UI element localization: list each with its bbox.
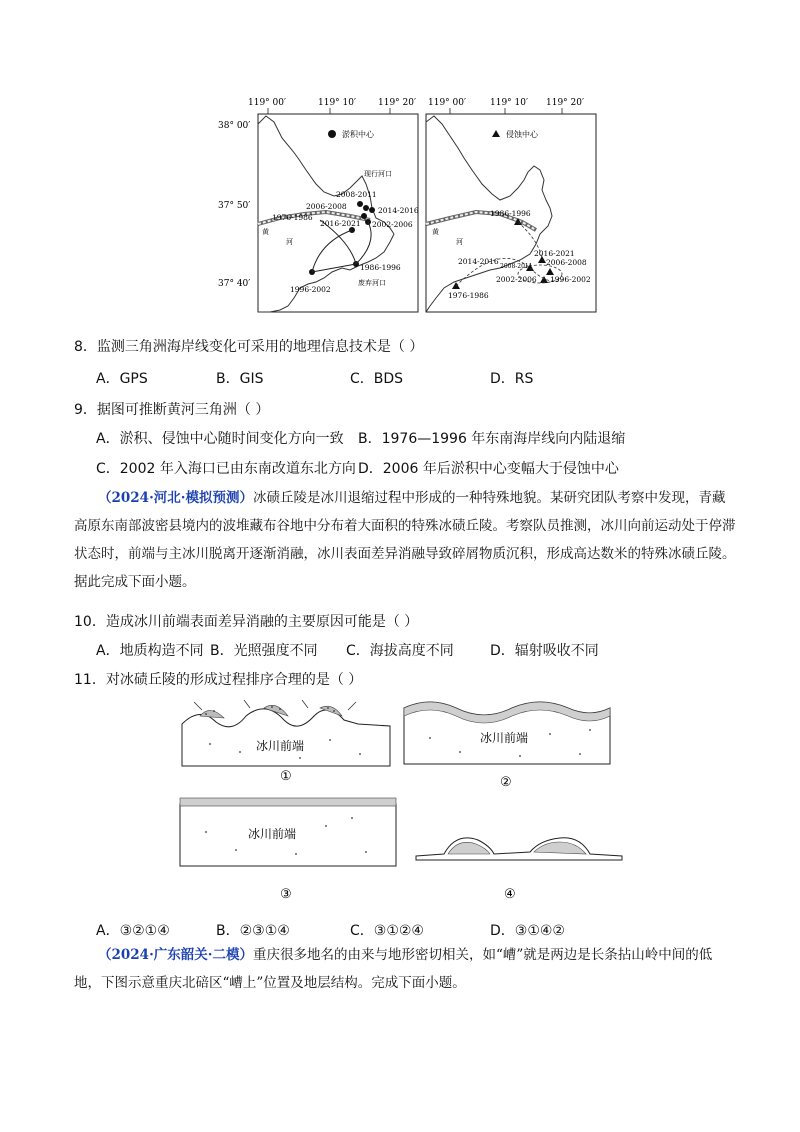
q8-option-d[interactable]: D．RS <box>490 371 534 387</box>
passage-source: （2024·广东韶关·二模） <box>98 947 253 963</box>
glacier-front-label: 冰川前端 <box>480 731 529 745</box>
year-label: 2016-2021 <box>320 219 361 228</box>
figure-number: ④ <box>504 887 516 902</box>
figure-number: ① <box>280 769 292 784</box>
legend-deposition: 淤积中心 <box>342 130 374 139</box>
year-label: 1986-1996 <box>490 209 531 218</box>
passage-text: 重庆很多地名的由来与地形密切相关，如“嶆”就是两边是长条拈山岭中间的低地，下图示意重庆北碚区“嶆上”位置及地层结构。完成下面小题。 <box>74 947 713 991</box>
right-map-erosion <box>426 114 596 312</box>
glacier-front-label: 冰川前端 <box>256 739 305 753</box>
glacier-diagram-1 <box>180 694 400 784</box>
question-11-stem: 11．对冰碛丘陵的形成过程排序合理的是（ ） <box>74 672 363 688</box>
river-char: 黄 <box>432 228 439 236</box>
year-label: 1986-1996 <box>360 263 401 272</box>
year-label: 1976-1986 <box>272 213 313 222</box>
year-label: 2006-2008 <box>546 258 587 267</box>
q11-option-a[interactable]: A．③②①④ <box>96 923 170 939</box>
q9-option-d[interactable]: D．2006 年后淤积中心变幅大于侵蚀中心 <box>358 461 619 477</box>
glacier-diagram-3 <box>176 792 406 912</box>
passage-source: （2024·河北·模拟预测） <box>98 490 253 506</box>
lon-label: 119° 00′ <box>248 98 287 108</box>
year-label: 2006-2008 <box>306 202 347 211</box>
river-char: 河 <box>456 238 463 246</box>
old-mouth-label: 废弃河口 <box>358 279 386 287</box>
year-label: 2016-2021 <box>534 249 575 258</box>
year-label: 2002-2006 <box>496 275 537 284</box>
legend-erosion: 侵蚀中心 <box>506 130 538 139</box>
figure-number: ② <box>500 775 512 790</box>
year-label: 2008-2011 <box>500 263 533 270</box>
passage-text: 冰碛丘陵是冰川退缩过程中形成的一种特殊地貌。某研究团队考察中发现，青藏高原东南部波密县境内的波堆藏布谷地中分布着大面积的特殊冰碛丘陵。考察队员推测，冰川向前运动处于停滞状态时，前端与主冰川脱离开逐渐消融，冰川表面差异消融导致碎屑物质沉积，形成高达数米的特殊冰碛丘陵。据此完成下面小题。 <box>74 490 736 590</box>
q10-option-a[interactable]: A．地质构造不同 <box>96 643 204 659</box>
question-9-stem: 9．据图可推断黄河三角洲（ ） <box>74 402 270 418</box>
lon-label: 119° 00′ <box>428 98 467 108</box>
lat-label: 37° 40′ <box>218 279 251 289</box>
q10-option-c[interactable]: C．海拔高度不同 <box>346 643 454 659</box>
glacier-diagram-4 <box>410 826 630 906</box>
q8-option-b[interactable]: B．GIS <box>216 371 264 387</box>
year-label: 1996-2002 <box>290 285 331 294</box>
lon-label: 119° 20′ <box>378 98 417 108</box>
q9-option-b[interactable]: B．1976—1996 年东南海岸线向内陆退缩 <box>358 431 626 447</box>
q8-option-a[interactable]: A．GPS <box>96 371 148 387</box>
lon-label: 119° 20′ <box>546 98 585 108</box>
q11-option-b[interactable]: B．②③①④ <box>216 923 290 939</box>
glacier-diagram-2 <box>400 694 616 794</box>
question-8-stem: 8．监测三角洲海岸线变化可采用的地理信息技术是（ ） <box>74 339 424 355</box>
q10-option-d[interactable]: D．辐射吸收不同 <box>490 643 599 659</box>
q9-option-a[interactable]: A．淤积、侵蚀中心随时间变化方向一致 <box>96 431 344 447</box>
q9-option-c[interactable]: C．2002 年入海口已由东南改道东北方向 <box>96 461 356 477</box>
year-label: 2008-2011 <box>336 190 377 199</box>
year-label: 2002-2006 <box>372 220 413 229</box>
question-10-stem: 10．造成冰川前端表面差异消融的主要原因可能是（ ） <box>74 614 419 630</box>
current-mouth-label: 现行河口 <box>364 170 392 178</box>
yellow-river-delta-maps <box>200 92 610 317</box>
lat-label: 37° 50′ <box>218 201 251 211</box>
year-label: 1976-1986 <box>448 291 489 300</box>
passage-glacial-till <box>74 484 736 596</box>
figure-number: ③ <box>280 887 292 902</box>
river-char: 河 <box>286 238 293 246</box>
lat-label: 38° 00′ <box>218 121 251 131</box>
year-label: 2014-2016 <box>378 206 419 215</box>
q11-option-c[interactable]: C．③①②④ <box>350 923 424 939</box>
lon-label: 119° 10′ <box>318 98 357 108</box>
year-label: 2014-2016 <box>458 257 499 266</box>
left-map-deposition <box>258 114 419 312</box>
q11-option-d[interactable]: D．③①④② <box>490 923 565 939</box>
glacier-front-label: 冰川前端 <box>248 827 297 841</box>
passage-chongqing <box>74 941 736 997</box>
year-label: 1996-2002 <box>550 275 591 284</box>
lon-label: 119° 10′ <box>490 98 529 108</box>
river-char: 黄 <box>262 228 269 236</box>
q8-option-c[interactable]: C．BDS <box>350 371 404 387</box>
q10-option-b[interactable]: B．光照强度不同 <box>210 643 318 659</box>
